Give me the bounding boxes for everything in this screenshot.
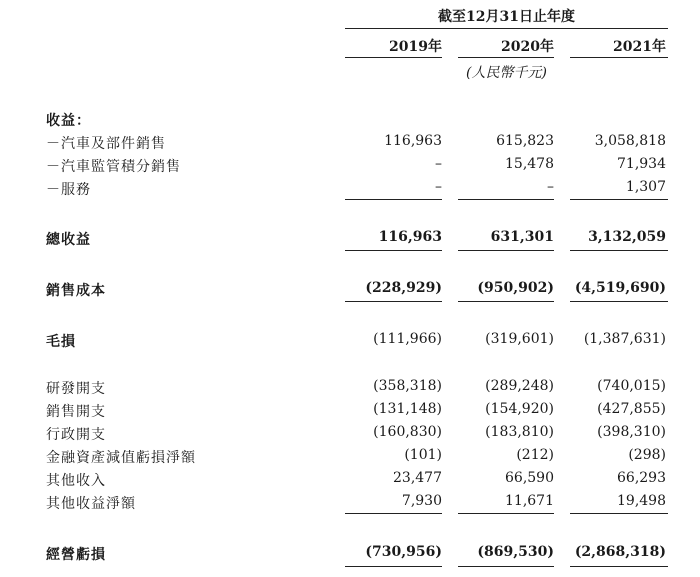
cell-services-2019: – bbox=[435, 179, 442, 195]
cell-other-gains-2020: 11,671 bbox=[505, 493, 554, 509]
period-heading: 截至12月31日止年度 bbox=[438, 9, 575, 25]
cell-vehicle-sales-2019: 116,963 bbox=[384, 133, 442, 149]
cell-impairment-losses-2020: (212) bbox=[516, 447, 554, 463]
subtotal-rule-2020 bbox=[458, 199, 554, 200]
operating-loss-rule-2020 bbox=[458, 566, 554, 567]
cell-operating-loss-2021: (2,868,318) bbox=[574, 544, 666, 560]
subtotal-rule-2019 bbox=[345, 199, 442, 200]
row-label-cost-of-sales: 銷售成本 bbox=[46, 283, 106, 299]
cell-other-income-2020: 66,590 bbox=[505, 470, 554, 486]
row-label-total-revenue: 總收益 bbox=[46, 232, 91, 248]
cell-impairment-losses-2019: (101) bbox=[404, 447, 442, 463]
period-divider bbox=[345, 28, 668, 29]
cost-rule-2021 bbox=[570, 301, 668, 302]
cell-services-2020: – bbox=[547, 179, 554, 195]
total-revenue-rule-2020 bbox=[458, 250, 554, 251]
cell-total-revenue-2019: 116,963 bbox=[378, 229, 442, 245]
cell-cost-of-sales-2021: (4,519,690) bbox=[574, 280, 666, 296]
cell-other-income-2021: 66,293 bbox=[617, 470, 666, 486]
cost-rule-2019 bbox=[345, 301, 442, 302]
row-label-other-gains: 其他收益淨額 bbox=[46, 496, 136, 512]
subtotal-rule-2021 bbox=[570, 199, 668, 200]
cell-rd-expenses-2020: (289,248) bbox=[485, 378, 554, 394]
total-revenue-rule-2021 bbox=[570, 250, 668, 251]
cell-admin-expenses-2019: (160,830) bbox=[373, 424, 442, 440]
cell-operating-loss-2020: (869,530) bbox=[477, 544, 554, 560]
cell-other-gains-2019: 7,930 bbox=[401, 493, 442, 509]
cell-rd-expenses-2021: (740,015) bbox=[597, 378, 666, 394]
cell-vehicle-sales-2020: 615,823 bbox=[496, 133, 554, 149]
cell-rd-expenses-2019: (358,318) bbox=[373, 378, 442, 394]
cell-selling-expenses-2020: (154,920) bbox=[485, 401, 554, 417]
total-revenue-rule-2019 bbox=[345, 250, 442, 251]
year-2019-divider bbox=[345, 57, 442, 58]
cell-credit-sales-2020: 15,478 bbox=[505, 156, 554, 172]
cell-cost-of-sales-2019: (228,929) bbox=[365, 280, 442, 296]
row-label-rd-expenses: 研發開支 bbox=[46, 381, 106, 397]
row-label-admin-expenses: 行政開支 bbox=[46, 427, 106, 443]
year-2020-divider bbox=[458, 57, 554, 58]
cell-total-revenue-2021: 3,132,059 bbox=[588, 229, 666, 245]
cell-selling-expenses-2019: (131,148) bbox=[373, 401, 442, 417]
opex-rule-2020 bbox=[458, 513, 554, 514]
cell-gross-loss-2019: (111,966) bbox=[373, 331, 442, 347]
row-label-services: －服務 bbox=[46, 182, 91, 198]
row-label-selling-expenses: 銷售開支 bbox=[46, 404, 106, 420]
row-label-gross-loss: 毛損 bbox=[46, 334, 76, 350]
year-2021-header: 2021年 bbox=[613, 39, 666, 55]
cell-gross-loss-2021: (1,387,631) bbox=[583, 331, 666, 347]
cell-operating-loss-2019: (730,956) bbox=[365, 544, 442, 560]
row-label-vehicle-sales: －汽車及部件銷售 bbox=[46, 136, 166, 152]
row-label-impairment-losses: 金融資產減值虧損淨額 bbox=[46, 450, 196, 466]
cost-rule-2020 bbox=[458, 301, 554, 302]
row-label-credit-sales: －汽車監管積分銷售 bbox=[46, 159, 181, 175]
year-2021-divider bbox=[570, 57, 668, 58]
year-2019-header: 2019年 bbox=[389, 39, 442, 55]
cell-other-gains-2021: 19,498 bbox=[617, 493, 666, 509]
cell-impairment-losses-2021: (298) bbox=[628, 447, 666, 463]
cell-gross-loss-2020: (319,601) bbox=[485, 331, 554, 347]
cell-total-revenue-2020: 631,301 bbox=[490, 229, 554, 245]
cell-cost-of-sales-2020: (950,902) bbox=[477, 280, 554, 296]
row-label-other-income: 其他收入 bbox=[46, 473, 106, 489]
operating-loss-rule-2021 bbox=[570, 566, 668, 567]
cell-credit-sales-2021: 71,934 bbox=[617, 156, 666, 172]
cell-other-income-2019: 23,477 bbox=[393, 470, 442, 486]
cell-services-2021: 1,307 bbox=[625, 179, 666, 195]
cell-vehicle-sales-2021: 3,058,818 bbox=[594, 133, 666, 149]
year-2020-header: 2020年 bbox=[501, 39, 554, 55]
operating-loss-rule-2019 bbox=[345, 566, 442, 567]
cell-selling-expenses-2021: (427,855) bbox=[597, 401, 666, 417]
cell-credit-sales-2019: – bbox=[435, 156, 442, 172]
row-label-revenue-heading: 收益： bbox=[46, 113, 91, 129]
currency-unit: (人民幣千元) bbox=[466, 65, 547, 81]
row-label-operating-loss: 經營虧損 bbox=[46, 547, 106, 563]
opex-rule-2021 bbox=[570, 513, 668, 514]
cell-admin-expenses-2021: (398,310) bbox=[597, 424, 666, 440]
cell-admin-expenses-2020: (183,810) bbox=[485, 424, 554, 440]
opex-rule-2019 bbox=[345, 513, 442, 514]
